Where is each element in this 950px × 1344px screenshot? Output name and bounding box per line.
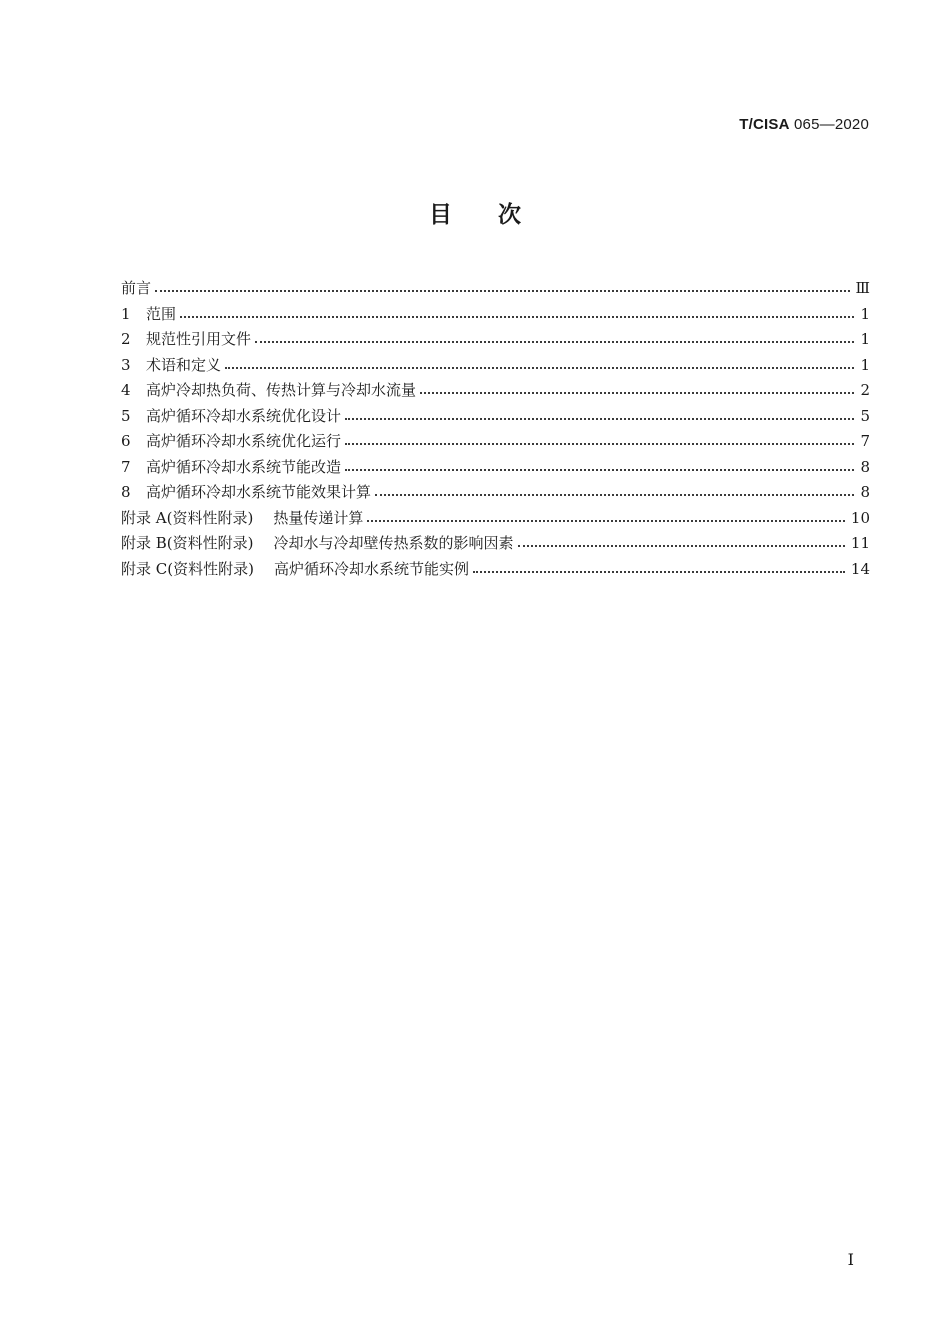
toc-leader-dots [345,468,854,471]
toc-entry-number: 8 [121,483,131,501]
toc-entry-4[interactable] [121,378,870,404]
toc-entry-page: 14 [850,559,870,578]
toc-leader-dots [473,570,845,573]
toc-title: 目次 [429,202,567,228]
toc-entry-page: 11 [850,534,870,552]
toc-entry-title: 高炉循环冷却水系统节能实例 [273,559,469,578]
page-number: I [847,1250,854,1269]
toc-leader-dots [420,391,854,394]
toc-appendix-label: 附录 A(资料性附录) [121,508,254,527]
toc-leader-dots [180,315,854,318]
toc-leader-dots [155,289,850,292]
toc-entry-page: 8 [860,457,870,476]
toc-entry-title: 范围 [146,304,177,323]
toc-entry-6[interactable] [121,429,870,455]
toc-entry-page: 1 [860,330,870,348]
toc-entry-title: 高炉循环冷却水系统优化设计 [146,406,342,425]
toc-entry-page: 1 [860,304,870,323]
toc-entry-page: 2 [860,381,870,399]
toc-entry-number: 4 [121,381,131,399]
toc-appendix-label: 附录 C(资料性附录) [121,559,254,578]
toc-leader-dots [345,442,854,445]
toc-entry-number: 5 [121,406,131,425]
toc-entry-7[interactable] [121,455,870,481]
toc-leader-dots [518,544,845,547]
toc-entry-title: 前言 [121,279,152,297]
toc-entry-page: 5 [860,406,870,425]
toc-entry-number: 7 [121,457,131,476]
toc-entry-3[interactable] [121,353,870,379]
toc-leader-dots [345,417,854,420]
toc-entry-title: 术语和定义 [146,355,222,374]
toc-entry-appendix-a[interactable] [121,506,870,532]
toc-entry-title: 热量传递计算 [273,508,364,527]
toc-entry-page: 10 [850,508,870,527]
toc-entry-appendix-b[interactable] [121,531,870,557]
toc-entry-number: 3 [121,355,131,374]
table-of-contents [121,276,870,582]
toc-entry-title: 高炉循环冷却水系统节能效果计算 [146,483,372,501]
toc-leader-dots [225,366,854,369]
toc-entry-title: 冷却水与冷却壁传热系数的影响因素 [273,534,514,552]
toc-entry-page: 1 [860,355,870,374]
toc-entry-number: 6 [121,432,131,450]
toc-entry-number: 2 [121,330,131,348]
toc-appendix-label: 附录 B(资料性附录) [121,534,254,552]
toc-entry-title: 高炉循环冷却水系统节能改造 [146,457,342,476]
toc-entry-page: 8 [860,483,870,501]
toc-leader-dots [375,493,854,496]
toc-entry-page: Ⅲ [855,279,870,297]
toc-entry-number: 1 [121,304,131,323]
toc-entry-2[interactable] [121,327,870,353]
document-code-number: 065—2020 [789,116,869,133]
toc-entry-foreword[interactable] [121,276,870,302]
toc-leader-dots [367,519,845,522]
toc-entry-title: 规范性引用文件 [146,330,252,348]
toc-entry-5[interactable] [121,404,870,430]
document-code [739,116,869,133]
document-code-prefix: T/CISA [739,116,790,133]
toc-leader-dots [255,340,854,343]
toc-entry-1[interactable] [121,302,870,328]
toc-entry-page: 7 [860,432,870,450]
toc-entry-8[interactable] [121,480,870,506]
toc-entry-appendix-c[interactable] [121,557,870,583]
toc-entry-title: 高炉冷却热负荷、传热计算与冷却水流量 [146,381,417,399]
toc-entry-title: 高炉循环冷却水系统优化运行 [146,432,342,450]
